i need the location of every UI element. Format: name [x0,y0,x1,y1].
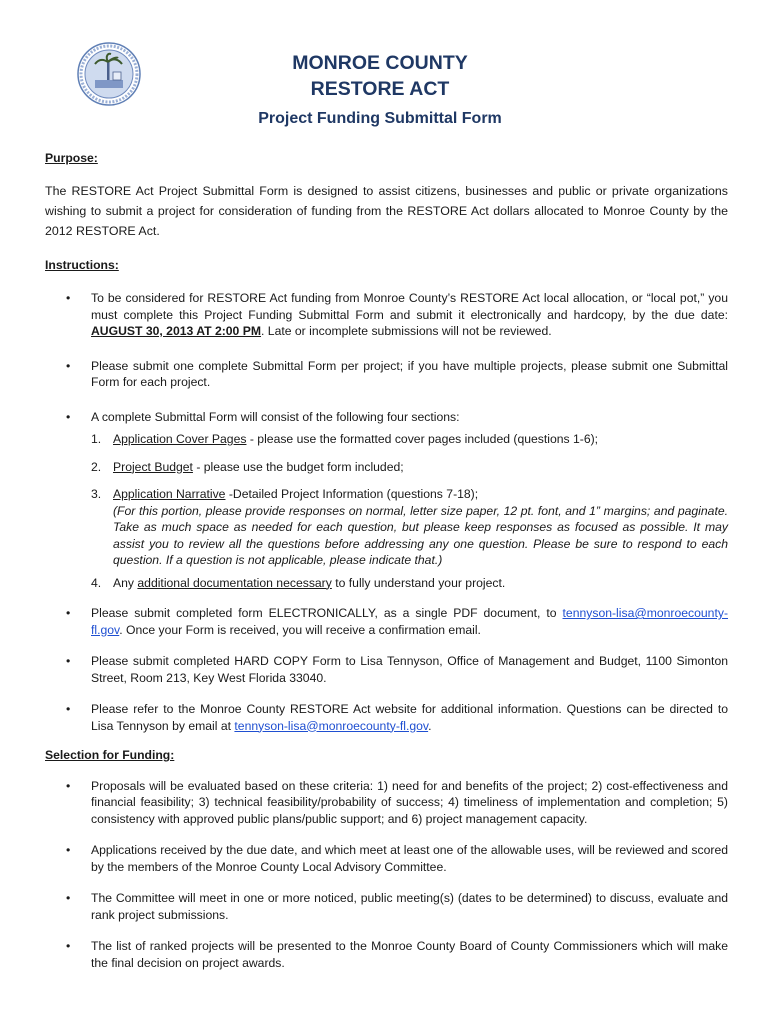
selection-criteria: • Proposals will be evaluated based on these criteria: 1) need for and benefits of the project; 2) cost-effectiveness and financial feasibility; 3) technical feasibility/probability of success; 4) timeliness of implementation and completion; 5) consistency with approved public plans/public support; and 6) project management capacity. [45,778,728,828]
seal-icon [77,42,141,106]
due-date-tail: . Late or incomplete submissions will not be reviewed. [261,324,552,338]
selection-review: • Applications received by the due date, and which meet at least one of the allowable uses, will be reviewed and scored by the members of the Monroe County Local Advisory Committee. [45,842,728,875]
purpose-heading: Purpose: [45,151,98,165]
section-item [45,486,728,569]
selection-list [45,778,728,972]
electronic-text: Please submit completed form ELECTRONICALLY, as a single PDF document, to [91,606,557,620]
section-title: Application Narrative [113,487,226,501]
document-body [45,150,728,971]
selection-committee: • The Committee will meet in one or more noticed, public meeting(s) (dates to be determined) to discuss, evaluate and rank project submissions. [45,890,728,923]
purpose-text: The RESTORE Act Project Submittal Form is designed to assist citizens, businesses and public or private organizations wishing to submit a project for consideration of funding from the RESTORE Act dollars allocated to Monroe County by the 2012 RESTORE Act. [45,183,728,238]
title-block [190,50,570,130]
selection-final-decision: • The list of ranked projects will be presented to the Monroe County Board of County Commissioners which will make the final decision on project awards. [45,938,728,971]
section-title: Project Budget [113,459,193,474]
due-date-value: AUGUST 30, 2013 AT 2:00 PM [91,324,262,338]
section-desc: to fully understand your project. [331,575,506,590]
due-date-intro: To be considered for RESTORE Act funding from Monroe County’s RESTORE Act local allocation, or “local pot,” you must complete this Project Funding Submittal Form and submit it electronically and hardcopy, by the due date: [91,291,728,322]
instruction-due-date [45,290,728,340]
instruction-four-sections: • A complete Submittal Form will consist of the following four sections: [45,409,728,426]
county-seal-logo [77,42,141,106]
section-desc: -Detailed Project Information (questions 7-18); [225,487,479,501]
title-line-1: MONROE COUNTY [292,52,468,74]
section-number: 2. [91,459,102,474]
section-desc: - please use the formatted cover pages included (questions 1-6); [246,432,599,446]
section-number: 3. [91,487,102,501]
electronic-tail: . Once your Form is received, you will receive a confirmation email. [119,622,481,637]
email-link[interactable]: tennyson-lisa@monroecounty-fl.gov [234,718,429,733]
section-number: 1. [91,432,102,446]
narrative-note: (For this portion, please provide responses on normal, letter size paper, 12 pt. font, and 1” margins; and paginate. Take as much space as needed for each question, but please keep responses as focused as possible. It may assist you to review all the questions before addressing any one question. Please be sure to respond to each question. If a question is not applicable, please indicate that.) [113,503,728,567]
submission-list [45,605,728,734]
section-title: Application Cover Pages [113,432,247,446]
section-prefix: Any [113,575,138,590]
instruction-website [45,701,728,734]
instructions-heading: Instructions: [45,257,119,272]
website-tail: . [428,718,432,733]
section-desc: - please use the budget form included; [192,459,404,474]
instruction-one-form-per-project: • Please submit one complete Submittal Form per project; if you have multiple projects, please submit one Submittal Form for each project. [45,358,728,391]
form-subtitle: Project Funding Submittal Form [258,110,502,127]
section-title: additional documentation necessary [137,575,332,590]
instruction-hard-copy: • Please submit completed HARD COPY Form to Lisa Tennyson, Office of Management and Budget, 1100 Simonton Street, Room 213, Key West Florida 33040. [45,653,728,686]
sections-list [45,431,728,591]
instructions-list [45,290,728,425]
title-line-2: RESTORE ACT [310,78,450,100]
section-item [45,459,728,476]
section-item [45,575,728,592]
section-item [45,431,728,448]
selection-heading: Selection for Funding: [45,748,175,762]
instruction-electronic-submission [45,605,728,638]
website-text: Please refer to the Monroe County RESTORE Act website for additional information. Questions can be directed to Lisa Tennyson by email at [91,702,728,733]
section-number: 4. [91,575,102,590]
email-link[interactable]: tennyson-lisa@monroecounty-fl.gov [91,606,729,637]
